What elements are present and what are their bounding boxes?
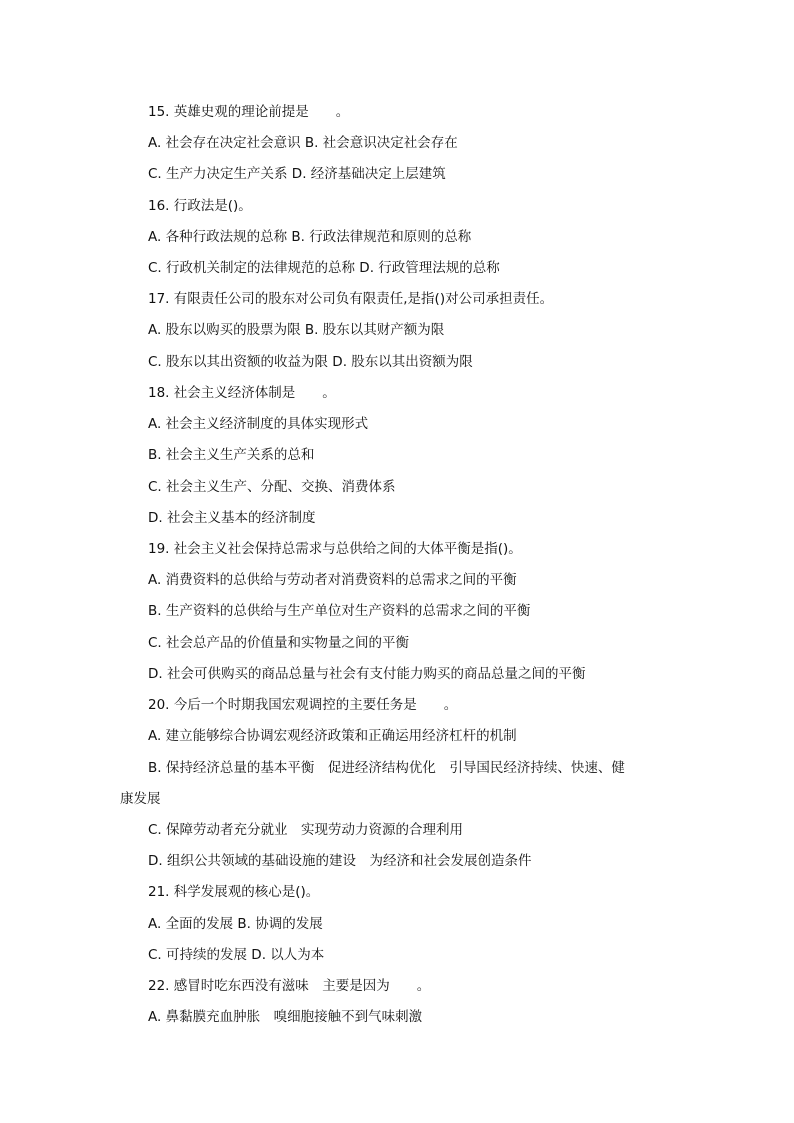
question-19-option-a: A. 消费资料的总供给与劳动者对消费资料的总需求之间的平衡: [148, 572, 517, 588]
question-18: 18. 社会主义经济体制是 。: [148, 385, 336, 401]
question-20-option-a: A. 建立能够综合协调宏观经济政策和正确运用经济杠杆的机制: [148, 728, 517, 744]
question-21-options-ab: A. 全面的发展 B. 协调的发展: [148, 916, 323, 932]
question-20-option-b: B. 保持经济总量的基本平衡 促进经济结构优化 引导国民经济持续、快速、健: [148, 760, 625, 776]
question-18-option-c: C. 社会主义生产、分配、交换、消费体系: [148, 479, 396, 495]
question-16: 16. 行政法是()。: [148, 198, 252, 214]
question-18-option-a: A. 社会主义经济制度的具体实现形式: [148, 416, 369, 432]
question-16-options-ab: A. 各种行政法规的总称 B. 行政法律规范和原则的总称: [148, 229, 472, 245]
question-21: 21. 科学发展观的核心是()。: [148, 884, 320, 900]
question-16-options-cd: C. 行政机关制定的法律规范的总称 D. 行政管理法规的总称: [148, 260, 500, 276]
question-17: 17. 有限责任公司的股东对公司负有限责任,是指()对公司承担责任。: [148, 291, 554, 307]
question-20-option-b-continued: 康发展: [120, 791, 161, 807]
question-17-options-cd: C. 股东以其出资额的收益为限 D. 股东以其出资额为限: [148, 354, 473, 370]
question-19-option-b: B. 生产资料的总供给与生产单位对生产资料的总需求之间的平衡: [148, 603, 531, 619]
question-17-options-ab: A. 股东以购买的股票为限 B. 股东以其财产额为限: [148, 322, 445, 338]
question-18-option-b: B. 社会主义生产关系的总和: [148, 447, 315, 463]
question-21-options-cd: C. 可持续的发展 D. 以人为本: [148, 947, 325, 963]
question-22: 22. 感冒时吃东西没有滋味 主要是因为 。: [148, 978, 431, 994]
question-15-options-ab: A. 社会存在决定社会意识 B. 社会意识决定社会存在: [148, 135, 458, 151]
question-15: 15. 英雄史观的理论前提是 。: [148, 104, 350, 120]
question-22-option-a: A. 鼻黏膜充血肿胀 嗅细胞接触不到气味刺激: [148, 1009, 423, 1025]
question-19: 19. 社会主义社会保持总需求与总供给之间的大体平衡是指()。: [148, 541, 522, 557]
question-20: 20. 今后一个时期我国宏观调控的主要任务是 。: [148, 697, 458, 713]
question-19-option-d: D. 社会可供购买的商品总量与社会有支付能力购买的商品总量之间的平衡: [148, 666, 586, 682]
question-19-option-c: C. 社会总产品的价值量和实物量之间的平衡: [148, 635, 410, 651]
question-15-options-cd: C. 生产力决定生产关系 D. 经济基础决定上层建筑: [148, 166, 446, 182]
question-20-option-d: D. 组织公共领域的基础设施的建设 为经济和社会发展创造条件: [148, 853, 532, 869]
question-18-option-d: D. 社会主义基本的经济制度: [148, 510, 316, 526]
question-20-option-c: C. 保障劳动者充分就业 实现劳动力资源的合理利用: [148, 822, 464, 838]
